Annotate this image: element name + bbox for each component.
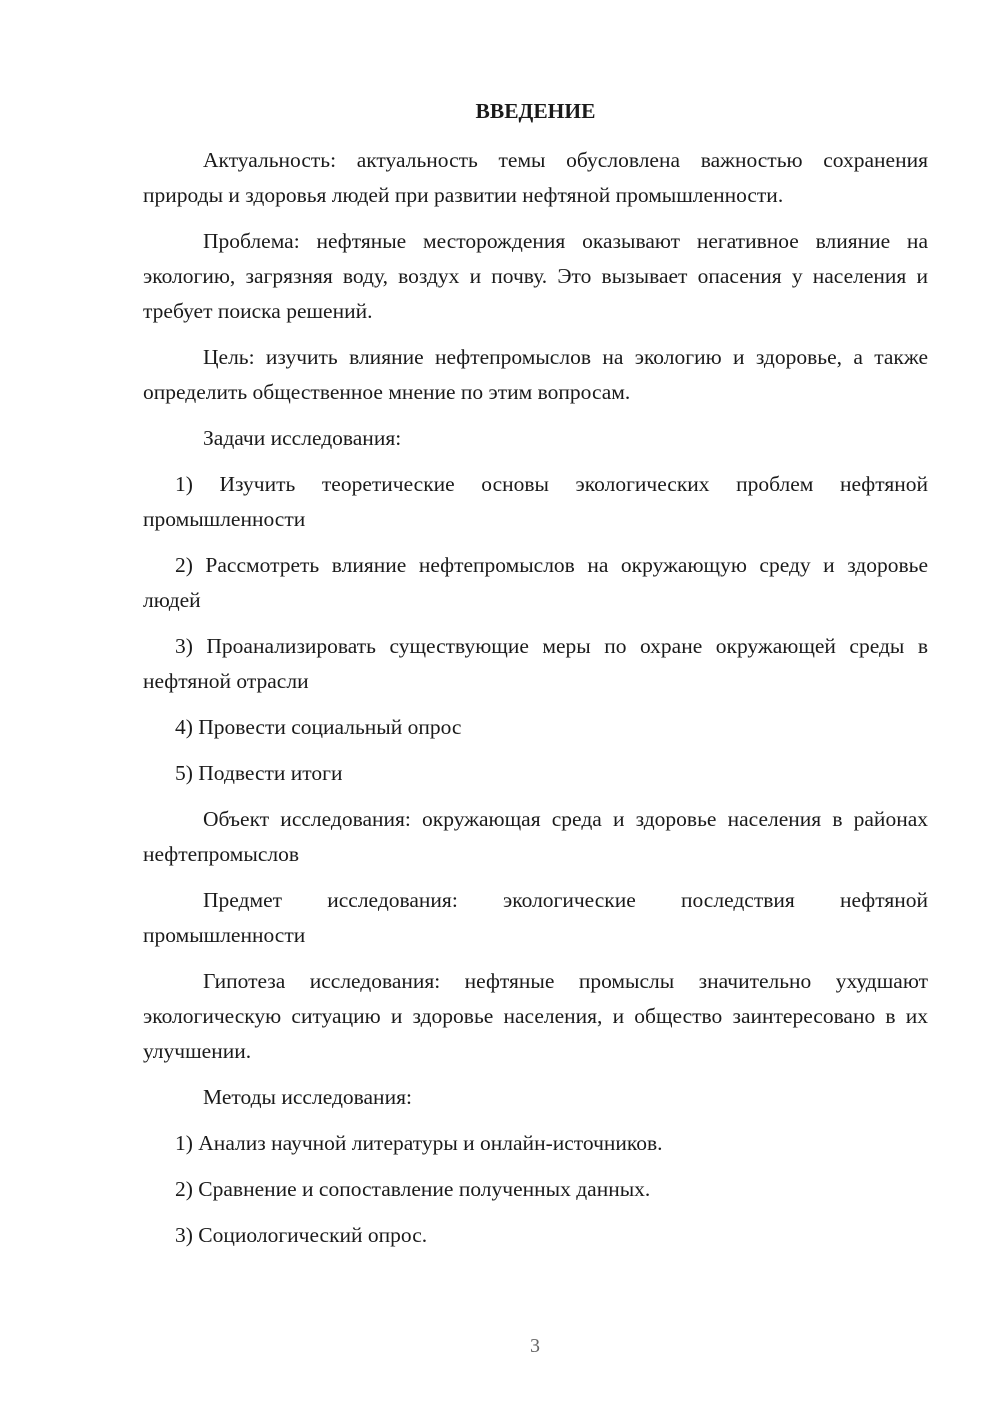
page-content — [143, 96, 928, 1253]
task-item: 5) Подвести итоги — [175, 761, 343, 785]
task-item: 3) Проанализировать существующие меры по охране окружающей среды в нефтяной отрасли — [143, 634, 928, 693]
method-item: 2) Сравнение и сопоставление полученных данных. — [175, 1177, 651, 1201]
subject-paragraph: Предмет исследования: экологические последствия нефтяной промышленности — [143, 888, 928, 947]
object-paragraph: Объект исследования: окружающая среда и здоровье населения в районах нефтепромыслов — [143, 807, 928, 866]
methods-heading: Методы исследования: — [203, 1085, 412, 1109]
problem-paragraph: Проблема: нефтяные месторождения оказывают негативное влияние на экологию, загрязняя воду, воздух и почву. Это вызывает опасения у населения и требует поиска решений. — [143, 229, 928, 323]
goal-paragraph: Цель: изучить влияние нефтепромыслов на экологию и здоровье, а также определить общественное мнение по этим вопросам. — [143, 345, 928, 404]
task-item: 4) Провести социальный опрос — [175, 715, 462, 739]
task-item: 1) Изучить теоретические основы экологических проблем нефтяной промышленности — [143, 472, 928, 531]
section-title: ВВЕДЕНИЕ — [475, 99, 596, 123]
method-item: 3) Социологический опрос. — [175, 1223, 428, 1247]
tasks-heading: Задачи исследования: — [203, 426, 402, 450]
method-item: 1) Анализ научной литературы и онлайн-источников. — [175, 1131, 663, 1155]
task-item: 2) Рассмотреть влияние нефтепромыслов на окружающую среду и здоровье людей — [143, 553, 928, 612]
page-number: 3 — [530, 1335, 540, 1357]
hypothesis-paragraph: Гипотеза исследования: нефтяные промыслы значительно ухудшают экологическую ситуацию и здоровье населения, и общество заинтересовано в их улучшении. — [143, 969, 928, 1063]
relevance-paragraph: Актуальность: актуальность темы обусловлена важностью сохранения природы и здоровья людей при развитии нефтяной промышленности. — [143, 148, 928, 207]
